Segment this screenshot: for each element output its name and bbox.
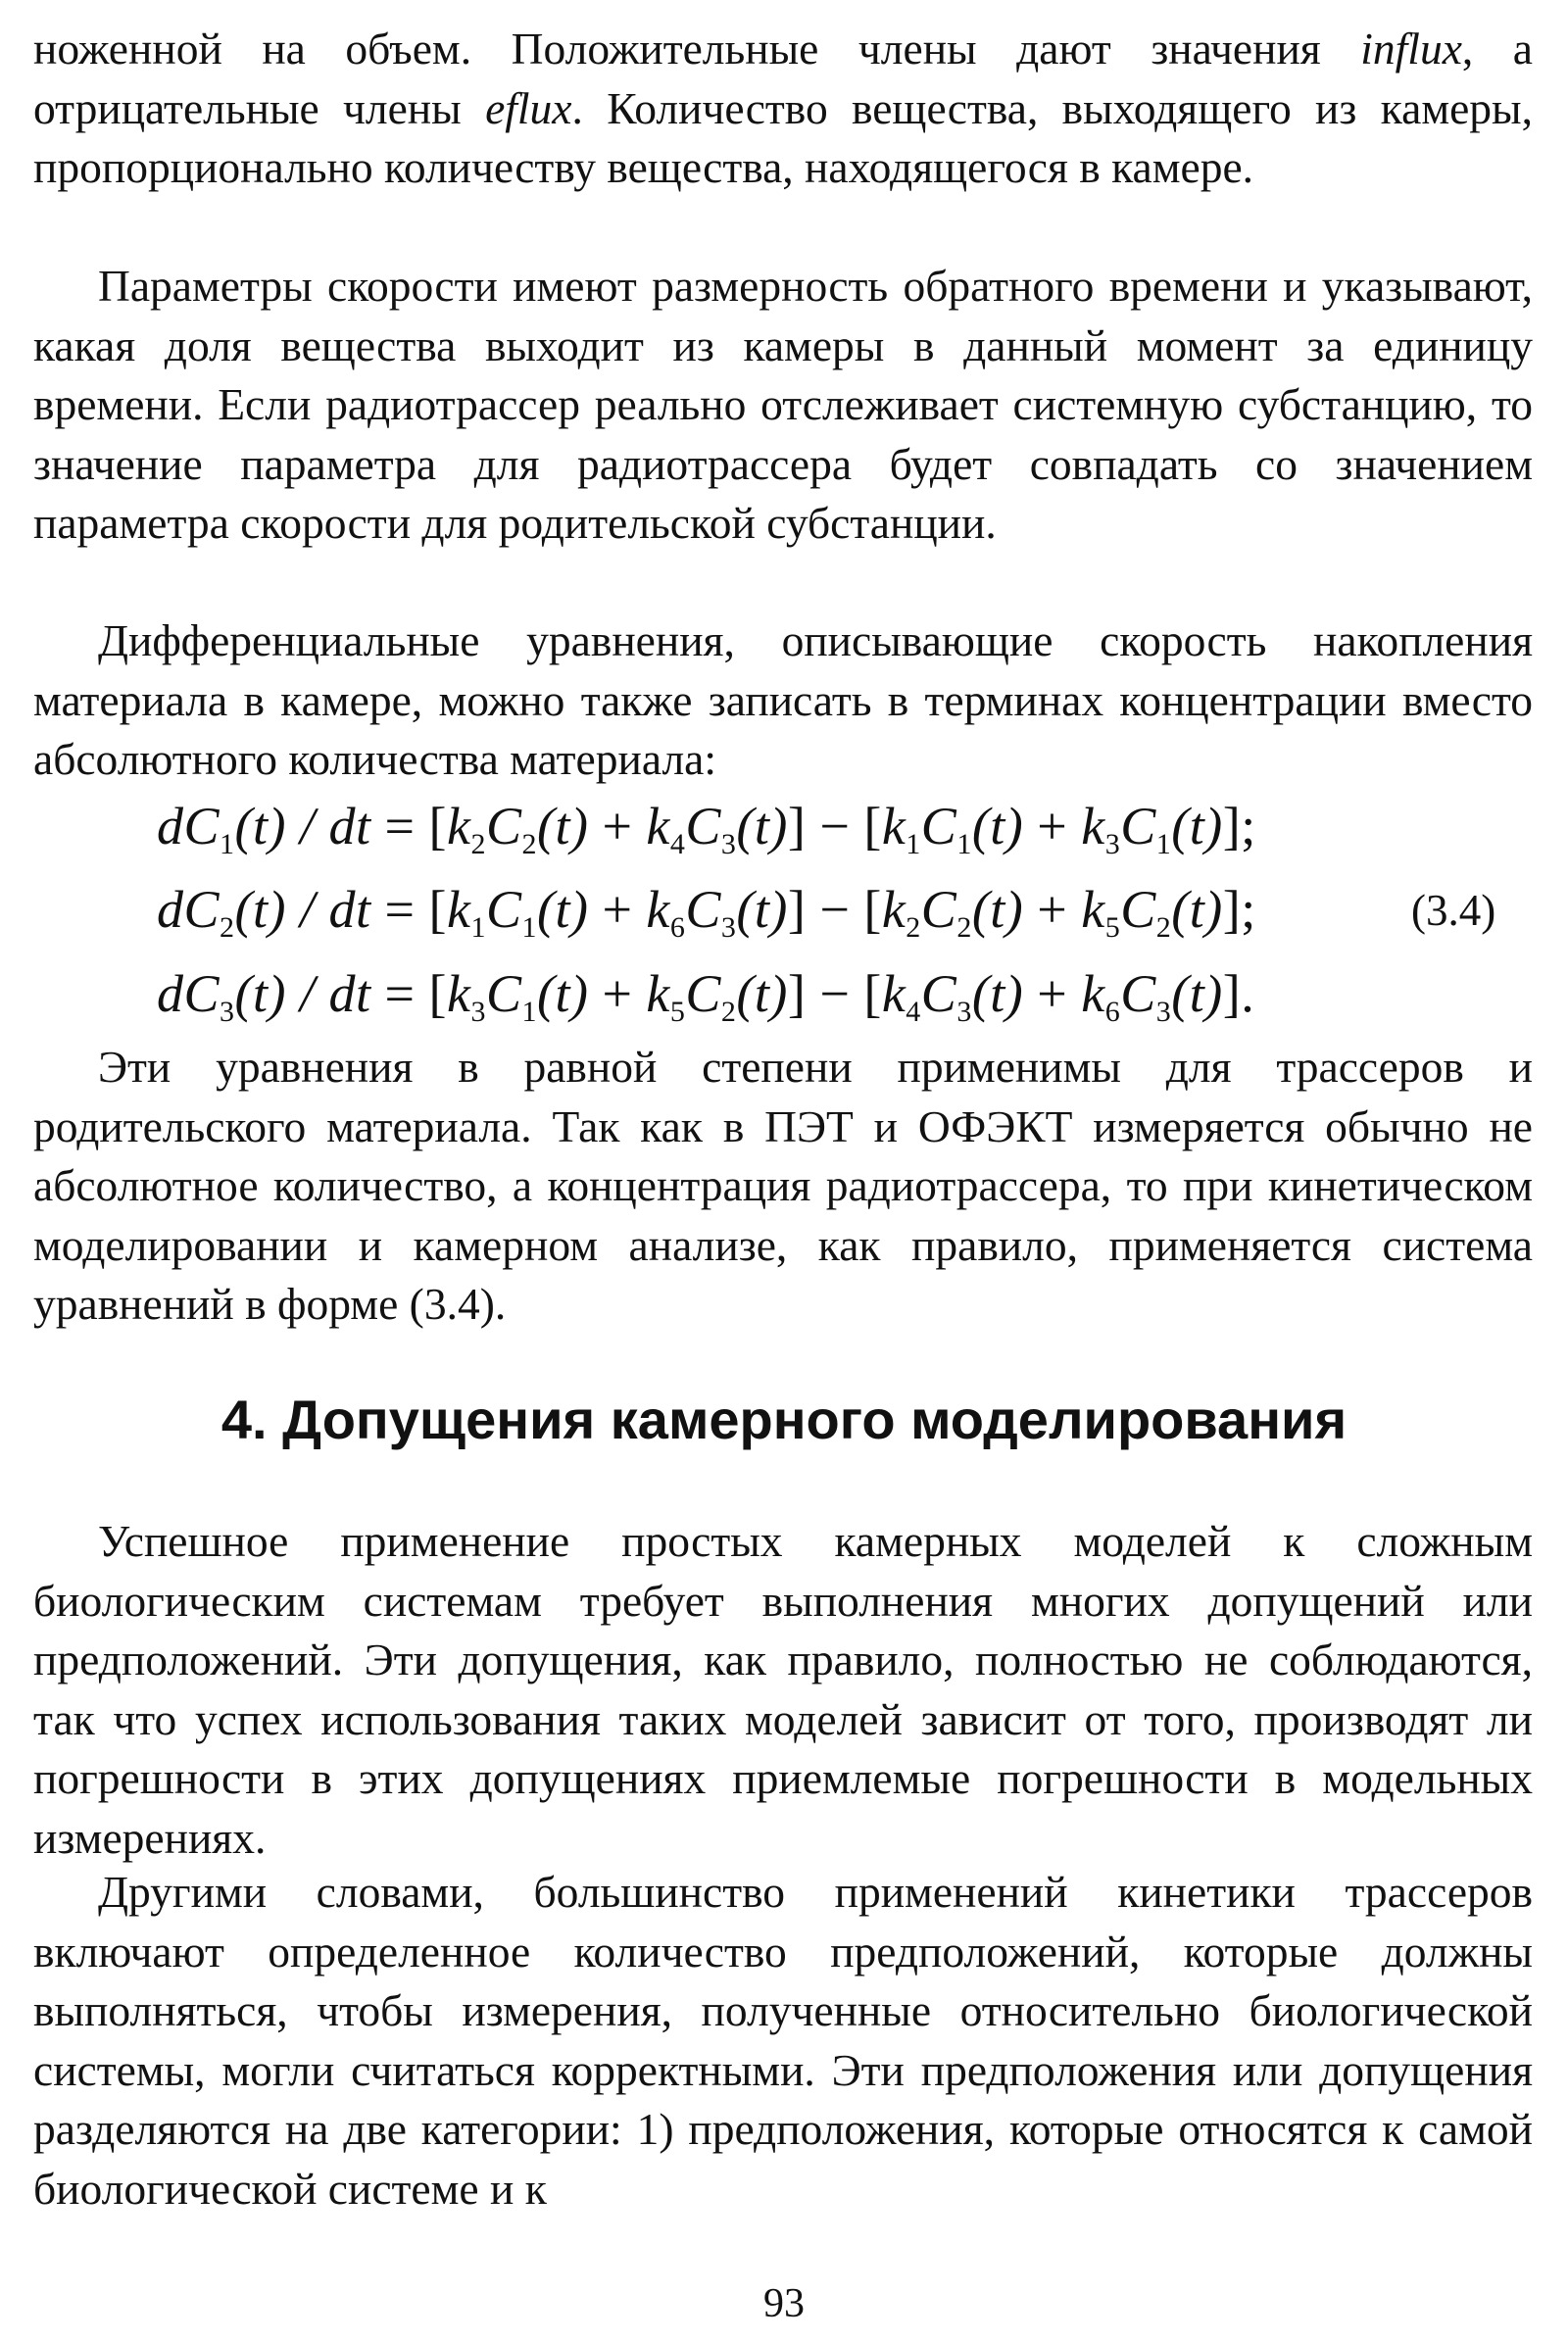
paragraph-text: Эти уравнения в равной степени применимы для трассеров и родительского материала. Так как в ПЭТ и ОФЭКТ измеряется обычно не абсолютное количество, а концентрация радиотрассера, то при кинетическом моделировании и камерном анализе, как правило, применяется система уравнений в форме (3.4). [33, 1042, 1533, 1329]
paragraph-4 [33, 1038, 1533, 1335]
paragraph-3 [33, 611, 1533, 790]
paragraph-1 [33, 20, 1533, 198]
equation-1: $dC_1(t)$ / dt = $[k_2C_2(t) + k_4C_3(t)] - [k_1C_1(t) + k_3C_1(t)]$; [157, 797, 1256, 860]
term-eflux: eflux [485, 82, 572, 133]
text-span: . Количество вещества, выходящего из камеры, пропорционально количеству вещества, находящегося в камере. [33, 82, 1533, 192]
text-span: ноженной на объем. Положительные члены дают значения [33, 24, 1361, 73]
paragraph-5 [33, 1512, 1533, 1868]
term-influx: influx [1360, 24, 1462, 73]
paragraph-6 [33, 1863, 1533, 2219]
section-heading: 4. Допущения камерного моделирования [220, 1389, 1348, 1450]
paragraph-text: Успешное применение простых камерных моделей к сложным биологическим системам требует выполнения многих допущений или предположений. Эти допущения, как правило, полностью не соблюдаются, так что успех использования таких моделей зависит от того, производят ли погрешности в этих допущениях приемлемые погрешности в модельных измерениях. [33, 1516, 1533, 1863]
equation-3: $dC_3(t)$ / dt = $[k_3C_1(t) + k_5C_2(t)] - [k_4C_3(t) + k_6C_3(t)]$. [157, 964, 1255, 1028]
paragraph-text: Другими словами, большинство применений кинетики трассеров включают определенное количество предположений, которые должны выполняться, чтобы измерения, полученные относительно биологической системы, могли считаться корректными. Эти предположения или допущения разделяются на две категории: 1) предположения, которые относятся к самой биологической системе и к [33, 1867, 1533, 2214]
page-number: 93 [763, 2281, 805, 2326]
equation-2: $dC_2(t)$ / dt = $[k_1C_1(t) + k_6C_3(t)] - [k_2C_2(t) + k_5C_2(t)]$; [157, 880, 1256, 944]
paragraph-2 [33, 257, 1533, 554]
paragraph-text: Параметры скорости имеют размерность обратного времени и указывают, какая доля вещества выходит из камеры в данный момент за единицу времени. Если радиотрассер реально отслеживает системную субстанцию, то значение параметра для радиотрассера будет совпадать со значением параметра скорости для родительской субстанции. [33, 261, 1533, 548]
text-span: , а отрицательные члены [33, 24, 1533, 133]
equation-number: (3.4) [1411, 886, 1496, 935]
paragraph-text: Дифференциальные уравнения, описывающие скорость накопления материала в камере, можно также записать в терминах концентрации вместо абсолютного количества материала: [33, 615, 1533, 784]
